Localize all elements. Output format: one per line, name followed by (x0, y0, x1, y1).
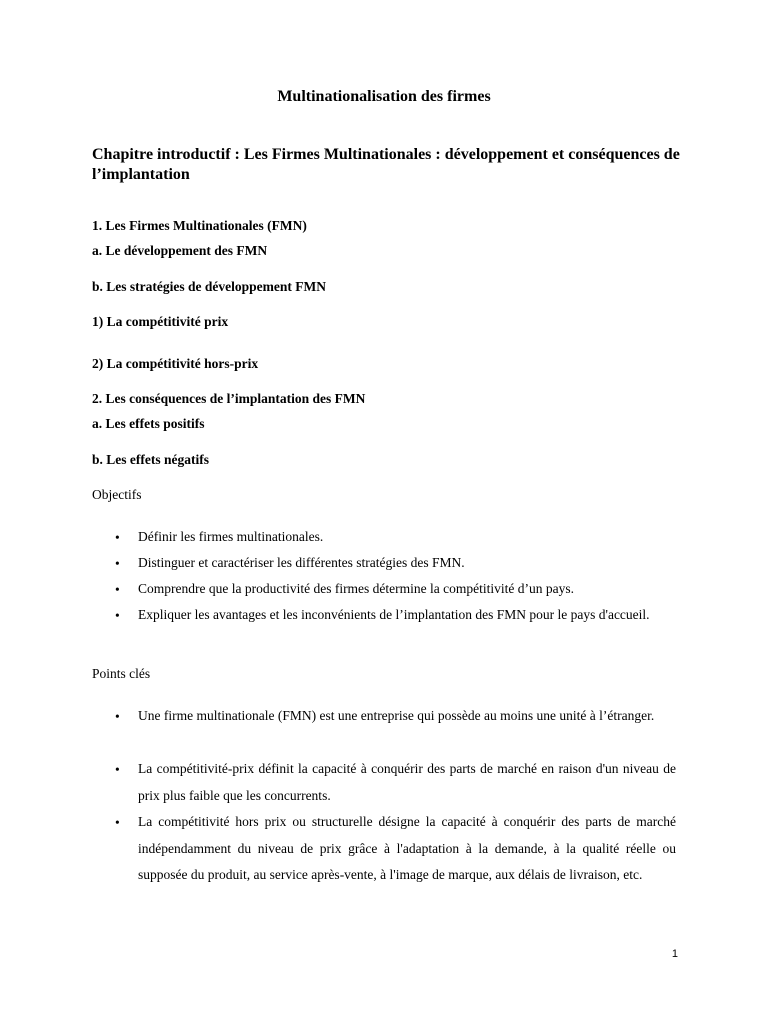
objectives-label: Objectifs (92, 487, 142, 502)
key-point-item: La compétitivité-prix définit la capacité à conquérir des parts de marché en raison d'un niveau de prix plus faible que les concurrents. (138, 761, 676, 803)
objective-item: Définir les firmes multinationales. (138, 529, 324, 544)
outline-item-1b-1: 1) La compétitivité prix (92, 314, 229, 329)
outline-item-1a: a. Le développement des FMN (92, 243, 268, 258)
bullet-marker: • (115, 709, 120, 724)
bullet-marker: • (115, 608, 120, 623)
page-number: 1 (671, 948, 678, 960)
objective-item: Distinguer et caractériser les différentes stratégies des FMN. (138, 555, 465, 570)
objective-item: Expliquer les avantages et les inconvénients de l’implantation des FMN pour le pays d'accueil. (138, 607, 650, 622)
outline-item-1b: b. Les stratégies de développement FMN (92, 279, 326, 294)
bullet-marker: • (115, 815, 120, 830)
bullet-marker: • (115, 556, 120, 571)
key-point-item: La compétitivité hors prix ou structurelle désigne la capacité à conquérir des parts de marché indépendamment du niveau de prix grâce à l'adaptation à la demande, à la qualité réelle ou supposée du produit, au service après-vente, à l'image de marque, aux délais de livraison, etc. (138, 814, 676, 882)
outline-item-1b-2: 2) La compétitivité hors-prix (92, 356, 259, 371)
objective-item: Comprendre que la productivité des firmes détermine la compétitivité d’un pays. (138, 581, 574, 596)
document-title: Multinationalisation des firmes (277, 88, 491, 105)
key-point-item: Une firme multinationale (FMN) est une entreprise qui possède au moins une unité à l’étranger. (138, 708, 655, 723)
key-points-label: Points clés (92, 666, 151, 681)
outline-item-2b: b. Les effets négatifs (92, 452, 209, 467)
bullet-marker: • (115, 762, 120, 777)
outline-section-2: 2. Les conséquences de l’implantation des FMN (92, 391, 366, 406)
bullet-marker: • (115, 582, 120, 597)
bullet-marker: • (115, 530, 120, 545)
outline-section-1: 1. Les Firmes Multinationales (FMN) (92, 218, 307, 233)
chapter-title: Chapitre introductif : Les Firmes Multinationales : développement et conséquences de l’implantation (92, 146, 680, 183)
outline-item-2a: a. Les effets positifs (92, 416, 205, 431)
